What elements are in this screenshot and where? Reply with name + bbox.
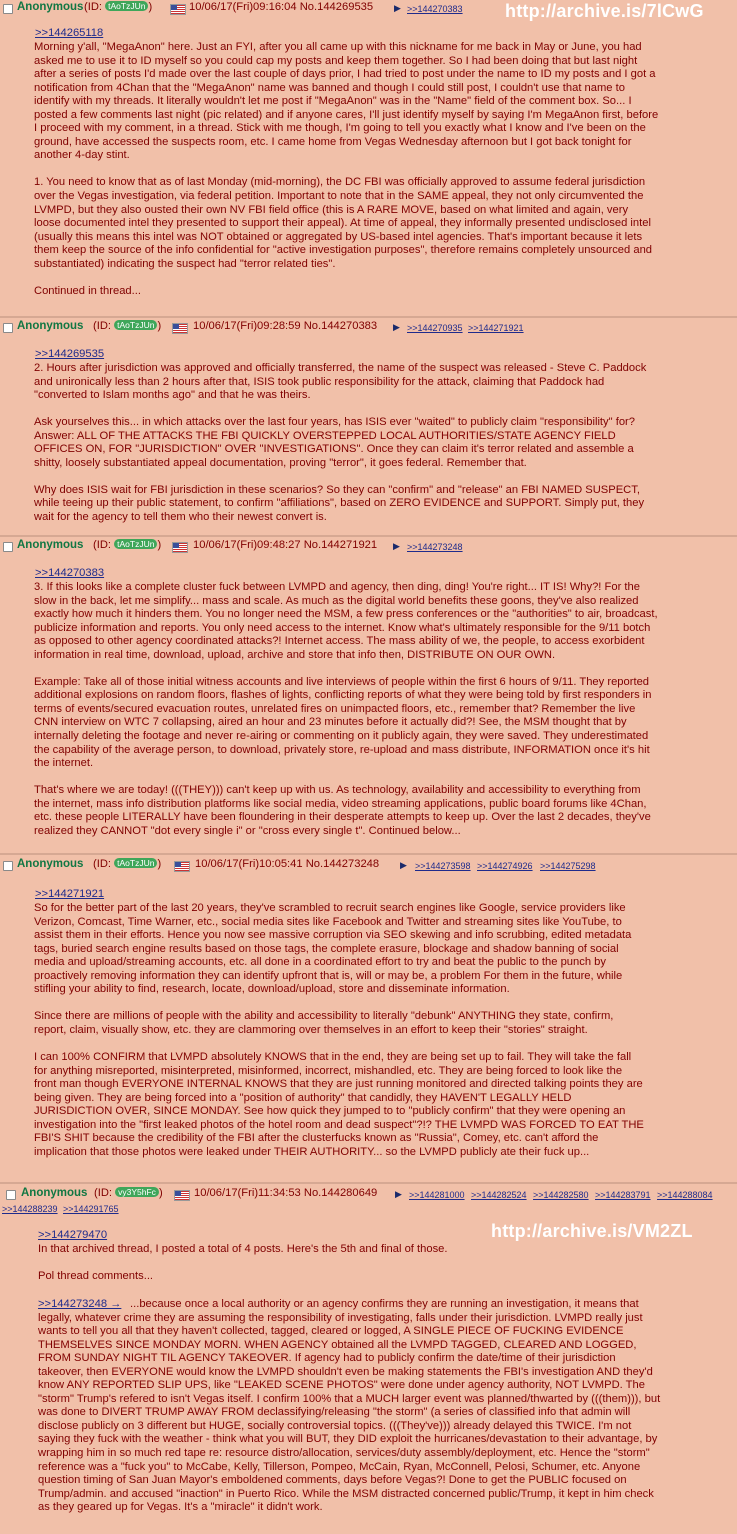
poster-name: Anonymous — [21, 1187, 88, 1199]
post-datetime-number[interactable]: 10/06/17(Fri)09:48:27 No.144271921 — [193, 539, 378, 551]
poster-name: Anonymous — [17, 1, 84, 13]
reply-backlink[interactable]: >>144273598 — [415, 861, 471, 871]
us-flag-icon — [170, 4, 186, 15]
reply-backlink[interactable]: >>144283791 — [595, 1190, 651, 1200]
reply-backlink[interactable]: >>144291765 — [63, 1204, 119, 1214]
poster-id-tag[interactable]: tAoTzJUn — [114, 320, 157, 330]
reply-backlink[interactable]: >>144271921 — [468, 323, 524, 333]
post-body: ...because once a local authority or an agency confirms they are running an investigation, it means that legally, whatever crime they are assuming the responsibility of investigating, falls under their jurisdiction. LVMPD really just wants to tell you all that they haven't collected, tagged, cleared or logged, A SINGLE PIECE OF FUCKING EVIDENCE THEMSELVES SINCE MONDAY MORN. WHEN AGENCY obtained all the LVMPD TAGGED, CLEARED AND LOGGED, FROM SUNDAY NIGHT TIL AGENCY TAKEOVER. If agency had to publicly confirm the date/time of their jurisdiction takeover, then EVERYONE would know the LVMPD shouldn't even be making statements the FBI's investigation AND they'd know ANY REPORTED SLIP UPS, like "LEAKED SCENE PHOTOS" were done under agency authority, NOT LVMPD. The "storm" Trump's refered to isn't Vegas itself. I confirm 100% that a MUCH larger event was planned/thwarted by (((them))), but was done to DIVERT TRUMP AWAY FROM declassifying/releasing "the storm" (a series of classified info that admin will disclose publicly on 3 different but HUGE, socially controversial topics. (((They've))) already delayed this TWICE. I'm not saying they fuck with the weather - think what you will BUT, they DID exploit the hurricanes/devastation to their advantage, by wrapping him in so much red tape re: resource distro/allocation, services/duty assembly/deployment, etc. Hence the "storm" reference was a "fuck you" to McCabe, Kelly, Tillerson, Pompeo, McCain, Ryan, McConnell, Pelosi, Schumer, etc. Anyone question timing of San Juan Mayor's emboldened comments, days before Vegas?! Done to get the PUBLIC focused on Trump/admin. and accused "inaction" in Puerto Rico. While the MSM distracted concerned public/Trump, it kept in him check as they geared up for Vegas. It's a "miracle" it didn't work. — [38, 1298, 661, 1514]
post-checkbox[interactable] — [3, 4, 13, 14]
post — [0, 537, 737, 855]
post-menu-arrow-icon[interactable]: ▶ — [395, 1189, 402, 1199]
reply-backlink[interactable]: >>144288239 — [2, 1204, 58, 1214]
post-header — [0, 857, 737, 874]
post-header — [0, 319, 737, 336]
poster-name: Anonymous — [17, 320, 84, 332]
poster-id-tag[interactable]: tAoTzJUn — [114, 858, 157, 868]
reply-backlink[interactable]: >>144275298 — [540, 861, 596, 871]
reply-backlink[interactable]: >>144282580 — [533, 1190, 589, 1200]
post-checkbox[interactable] — [6, 1190, 16, 1200]
post-header — [0, 538, 737, 555]
post-body: So for the better part of the last 20 years, they've scrambled to recruit search engines like Google, service providers like Verizon, Comcast, Time Warner, etc., social media sites like Facebook and Twitter and streaming sites like YouTube, to assist them in their efforts. Hence you now see massive corruption via SEO skewing and info scrubbing, edited metadata tags, buried search engine results based on those tags, the complete erasure, blockage and shadow banning of social media and upload/streaming accounts, etc. all done in a coordinated effort to try and beat the public to the punch by proactively removing information they can identify upfront that is, will or may be, a problem For them in the future, while stifling your ability to find, research, locate, download/upload, store and disseminate information. Since there are millions of people with the ability and accessibility to literally "debunk" ANYTHING they state, confirm, report, claim, visually show, etc. they are clammoring over themselves in an effort to keep their "stories" straight. I can 100% CONFIRM that LVMPD absolutely KNOWS that in the end, they are being set up to fail. They will take the fall for anything misreported, misinterpreted, misinformed, incorrect, mishandled, etc. They are being forced to look like the front man though EVERYONE INTERNAL KNOWS that they are just running monitored and directed talking points they are being given. They are being forced into a "position of authority" that candidly, they HAVEN'T LEGALLY HELD JURISDICTION OVER, SINCE MONDAY. See how quick they jumped to to "publicly confirm" that they were opening an investigation into the "first leaked photos of the hotel room and dead suspect"?!? THE LVMPD WAS FORCED TO EAT THE FBI'S SHIT because the credibility of the FBI after the clusterfucks known as "Russia", Comey, etc. can't afford the implication that those photos were leaked under THEIR AUTHORITY... so the LVMPD publicly ate their fuck up... — [34, 902, 644, 1158]
reply-backlink[interactable]: >>144270935 — [407, 323, 463, 333]
post-body: Morning y'all, "MegaAnon" here. Just an FYI, after you all came up with this nickname for me back in May or June, you had asked me to use it to ID myself so you could cap my posts and keep them together. So I had been doing that but last night after a series of posts I'd made over the last couple of days prior, I had tried to post under the name to ID my posts and I got a notification from 4Chan that the "MegaAnon" name was banned and though I could still post, I couldn't use that name to identify with my threads. It literally wouldn't let me post if "MegaAnon" was in the "Name" field of the comment box. So... I posted a few comments last night (pic related) and if anyone cares, I'll just identify myself by saying I'm MegaAnon first, before I proceed with my comment, in a thread. Stick with me though, I'm going to tell you exactly what I know and I've been on the ground, have accessed the suspects room, etc. I came home from Vegas Wednesday afternoon but I got back tonight for another 4-day stint. 1. You need to know that as of last Monday (mid-morning), the DC FBI was officially approved to assume federal jurisdiction over the Vegas investigation, via federal petition. Important to note that in the SAME appeal, they not only circumvented the LVMPD, but they also ousted their own NV FBI field office (this is A RARE MOVE, based on what limited and again, very loose documented intel they presented to support their appeal). At time of appeal, they informally presented undisclosed intel (usually this means this intel was NOT obtained or aggregated by US-based intel agencies. That's important because it lets them keep the source of the info confidential for "active investigation purposes", therefore remains completely unsourced and substantiated) indicating the suspect had "terror related ties". Continued in thread... — [34, 41, 659, 297]
post-datetime-number[interactable]: 10/06/17(Fri)11:34:53 No.144280649 — [194, 1187, 378, 1199]
quote-link[interactable]: >>144271921 — [35, 888, 105, 900]
poster-id-tag[interactable]: tAoTzJUn — [105, 1, 148, 11]
post-intro: In that archived thread, I posted a total of 4 posts. Here's the 5th and final of those. Pol thread comments... — [38, 1243, 448, 1283]
quote-link[interactable]: >>144265118 — [35, 27, 104, 39]
post — [0, 0, 737, 318]
quote-link[interactable]: >>144269535 — [35, 348, 105, 360]
post-body: 2. Hours after jurisdiction was approved and officially transferred, the name of the suspect was released - Steve C. Paddock and unironically less than 2 hours after that, ISIS took public responsibility for the attack, claiming that Paddock had "converted to Islam months ago" and that he was theirs. Ask yourselves this... in which attacks over the last four years, has ISIS ever "waited" to publicly claim "responsibility" for? Answer: ALL OF THE ATTACKS THE FBI QUICKLY OVERSTEPPED LOCAL AUTHORITIES/STATE AGENCY FIELD OFFICES ON, FOR "JURISDICTION" OVER "INVESTIGATIONS". Once they can claim it's terror related and assemble a shitty, loosely substantiated appeal documentation, proving "terror", it goes federal. Remember that. Why does ISIS wait for FBI jurisdiction in these scenarios? So they can "confirm" and "release" an FBI NAMED SUSPECT, while teeing up their public statement, to confirm "affiliations", based on ZERO EVIDENCE and SUPPORT. Simply put, they wait for the agency to tell them who their newest convert is. — [34, 362, 647, 524]
post-menu-arrow-icon[interactable]: ▶ — [393, 541, 400, 551]
post-checkbox[interactable] — [3, 861, 13, 871]
reply-backlink[interactable]: >>144274926 — [477, 861, 533, 871]
reply-backlink[interactable]: >>144288084 — [657, 1190, 713, 1200]
post-datetime-number[interactable]: 10/06/17(Fri)09:16:04 No.144269535 — [189, 1, 374, 13]
inline-quote-link[interactable]: >>144273248 → — [38, 1298, 122, 1310]
post — [0, 318, 737, 537]
post-menu-arrow-icon[interactable]: ▶ — [393, 322, 400, 332]
post — [0, 855, 737, 1184]
reply-backlink[interactable]: >>144282524 — [471, 1190, 527, 1200]
post-menu-arrow-icon[interactable]: ▶ — [400, 860, 407, 870]
poster-name: Anonymous — [17, 858, 84, 870]
reply-backlink[interactable]: >>144273248 — [407, 542, 463, 552]
us-flag-icon — [174, 861, 190, 872]
quote-link[interactable]: >>144270383 — [35, 567, 105, 579]
post-menu-arrow-icon[interactable]: ▶ — [394, 3, 401, 13]
quote-link[interactable]: >>144279470 — [38, 1229, 108, 1241]
post-datetime-number[interactable]: 10/06/17(Fri)09:28:59 No.144270383 — [193, 320, 378, 332]
post-header — [0, 1186, 737, 1203]
post-checkbox[interactable] — [3, 323, 13, 333]
poster-id: (ID: tAoTzJUn ) — [93, 858, 162, 870]
post-datetime-number[interactable]: 10/06/17(Fri)10:05:41 No.144273248 — [195, 858, 380, 870]
us-flag-icon — [172, 542, 188, 553]
us-flag-icon — [174, 1190, 190, 1201]
archive-watermark: http://archive.is/7lCwG — [505, 1, 704, 21]
poster-id-tag[interactable]: vy3Y5hFc — [115, 1187, 159, 1197]
poster-name: Anonymous — [17, 539, 84, 551]
post-body: 3. If this looks like a complete cluster fuck between LVMPD and agency, then ding, ding! You're right... IT IS! Why?! For the slow in the back, let me simplify... mass and scale. As much as the digital world benefits these goons, they've also realized exactly how much it hinders them. You no longer need the MSM, a few press conferences or the "authorities" to air, broadcast, publicize information and reports. You only need access to the internet. Know what's ultimately responsible for the 9/11 botch as opposed to other agency coordinated attacks?! Internet access. The mass ability of we, the people, to access exorbident information in real time, download, upload, archive and store that info then, DISTRIBUTE ON OUR OWN. Example: Take all of those initial witness accounts and live interviews of people within the first 6 hours of 9/11. They reported additional explosions on random floors, flashes of lights, conflicting reports of what they were being told by first responders in terms of events/secured evacuation routes, unrelated fires on unimpacted floors, etc., remember that? Remember the live CNN interview on WTC 7 collapsing, aired an hour and 23 minutes before it actually did?! See, the MSM thought that by internally deleting the footage and never re-airing or commenting on it publicly again, they were saved. They underestimated the capability of the average person, to download, privately store, re-upload and mass distribute, INFORMATION once it's hit the internet. That's where we are today! (((THEY))) can't keep up with us. As technology, availability and accessibility to everything from the internet, mass info distribution platforms like social media, video streaming applications, public board forums like 4Chan, etc. these people LITERALLY have been floundering in their desperate attempts to keep up. Over the last 2 decades, they've realized they CANNOT "dot every single i" or "cross every single t". Continued below... — [34, 581, 658, 837]
reply-backlink[interactable]: >>144270383 — [407, 4, 463, 14]
poster-id: (ID: tAoTzJUn ) — [93, 320, 162, 332]
poster-id: (ID: vy3Y5hFc ) — [94, 1187, 163, 1199]
post-checkbox[interactable] — [3, 542, 13, 552]
reply-backlink[interactable]: >>144281000 — [409, 1190, 465, 1200]
poster-id: (ID: tAoTzJUn ) — [93, 539, 162, 551]
us-flag-icon — [172, 323, 188, 334]
poster-id-tag[interactable]: tAoTzJUn — [114, 539, 157, 549]
poster-id: (ID: tAoTzJUn ) — [84, 1, 153, 13]
archive-watermark: http://archive.is/VM2ZL — [491, 1221, 693, 1241]
post — [0, 1184, 737, 1534]
